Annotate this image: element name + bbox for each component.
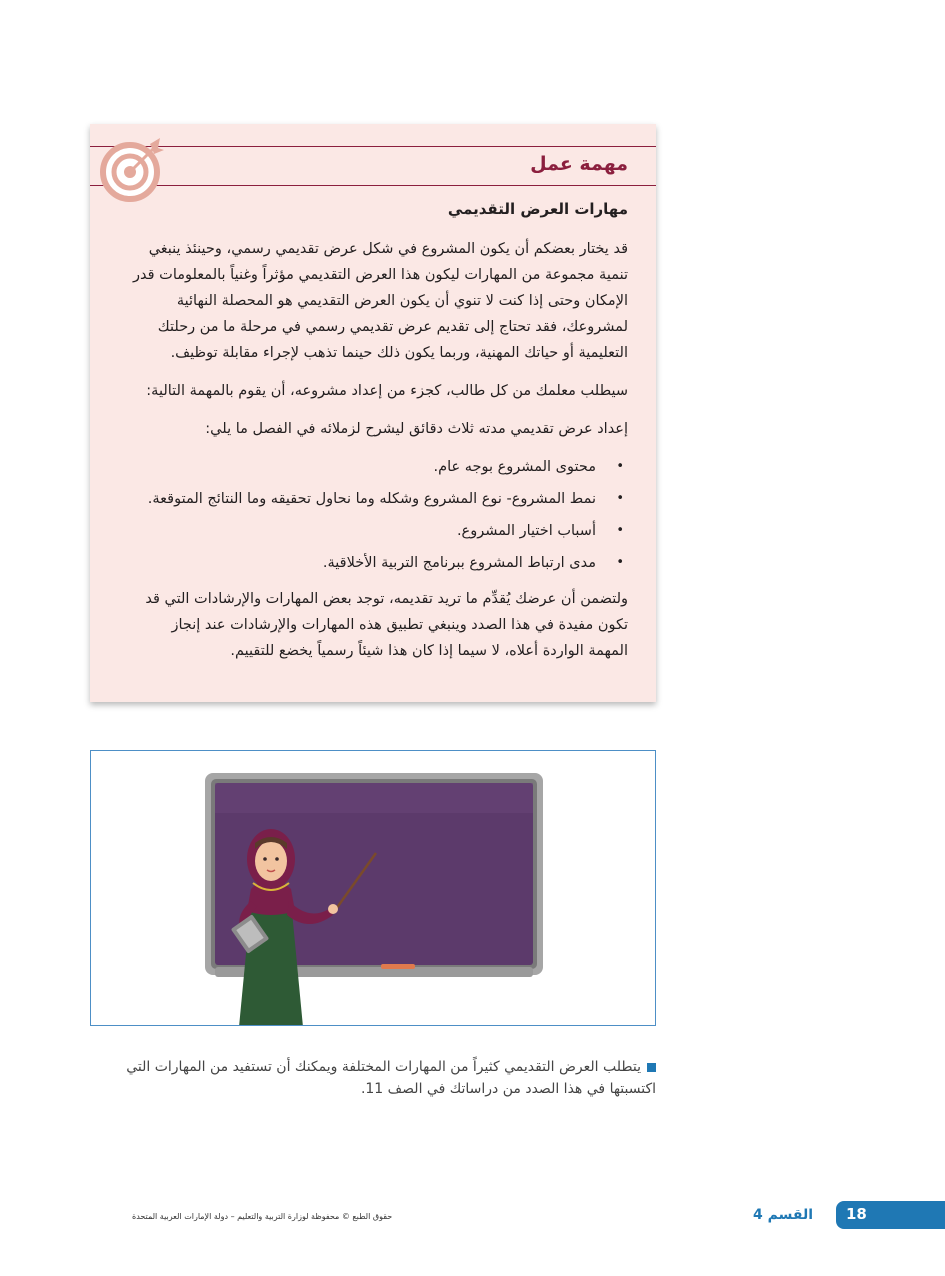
paragraph-intro: قد يختار بعضكم أن يكون المشروع في شكل عرض تقديمي رسمي، وحينئذ ينبغي تنمية مجموعة من المهارات ليكون هذا العرض التقديمي مؤثراً وغنياً بالمعلومات قدر الإمكان وحتى إذا كنت لا تنوي أن يكون العرض التقديمي هو المحصلة النهائية لمشروعك، فقد تحتاج إلى تقديم عرض تقديمي رسمي في مرحلة ما من رحلتك التعليمية أو حياتك المهنية، وربما يكون ذلك حينما تذهب لإجراء مقابلة توظيف. [133,241,628,361]
task-header [90,146,656,186]
figure-caption: يتطلب العرض التقديمي كثيراً من المهارات المختلفة ويمكنك أن تستفيد من المهارات التي اكتسبتها في هذا الصدد من دراساتك في الصف 11. [126,1059,656,1097]
task-box [90,124,656,702]
section-label: القسم 4 [753,1207,813,1223]
target-icon [98,136,166,202]
teacher-illustration [90,750,656,1026]
task-body [128,196,628,676]
list-item: • محتوى المشروع بوجه عام. [433,459,624,475]
teacher-face [255,841,287,881]
caption-marker-icon [647,1063,656,1072]
paragraph-teacher-request: سيطلب معلمك من كل طالب، كجزء من إعداد مشروعه، أن يقوم بالمهمة التالية: [146,383,628,399]
paragraph-task-description: إعداد عرض تقديمي مدته ثلاث دقائق ليشرح لزملائه في الفصل ما يلي: [205,421,628,437]
task-title: مهمة عمل [530,153,628,175]
task-subtitle: مهارات العرض التقديمي [447,200,628,218]
list-item: • مدى ارتباط المشروع ببرنامج التربية الأخلاقية. [322,555,624,571]
teacher-board-image [91,751,656,1026]
paragraph-guidelines: ولتضمن أن عرضك يُقدِّم ما تريد تقديمه، توجد بعض المهارات والإرشادات التي قد تكون مفيدة في هذا الصدد وينبغي تطبيق هذه المهارات والإرشادات عند إنجاز المهمة الواردة أعلاه، لا سيما إذا كان هذا شيئاً رسمياً يخضع للتقييم. [145,591,628,659]
bullet-list [128,454,628,576]
chalk [381,964,415,969]
list-item: • أسباب اختيار المشروع. [456,523,624,539]
copyright-notice: حقوق الطبع © محفوظة لوزارة التربية والتعليم – دولة الإمارات العربية المتحدة [132,1212,393,1221]
page-number: 18 [846,1205,867,1223]
list-item: • نمط المشروع- نوع المشروع وشكله وما نحاول تحقيقه وما النتائج المتوقعة. [147,491,624,507]
